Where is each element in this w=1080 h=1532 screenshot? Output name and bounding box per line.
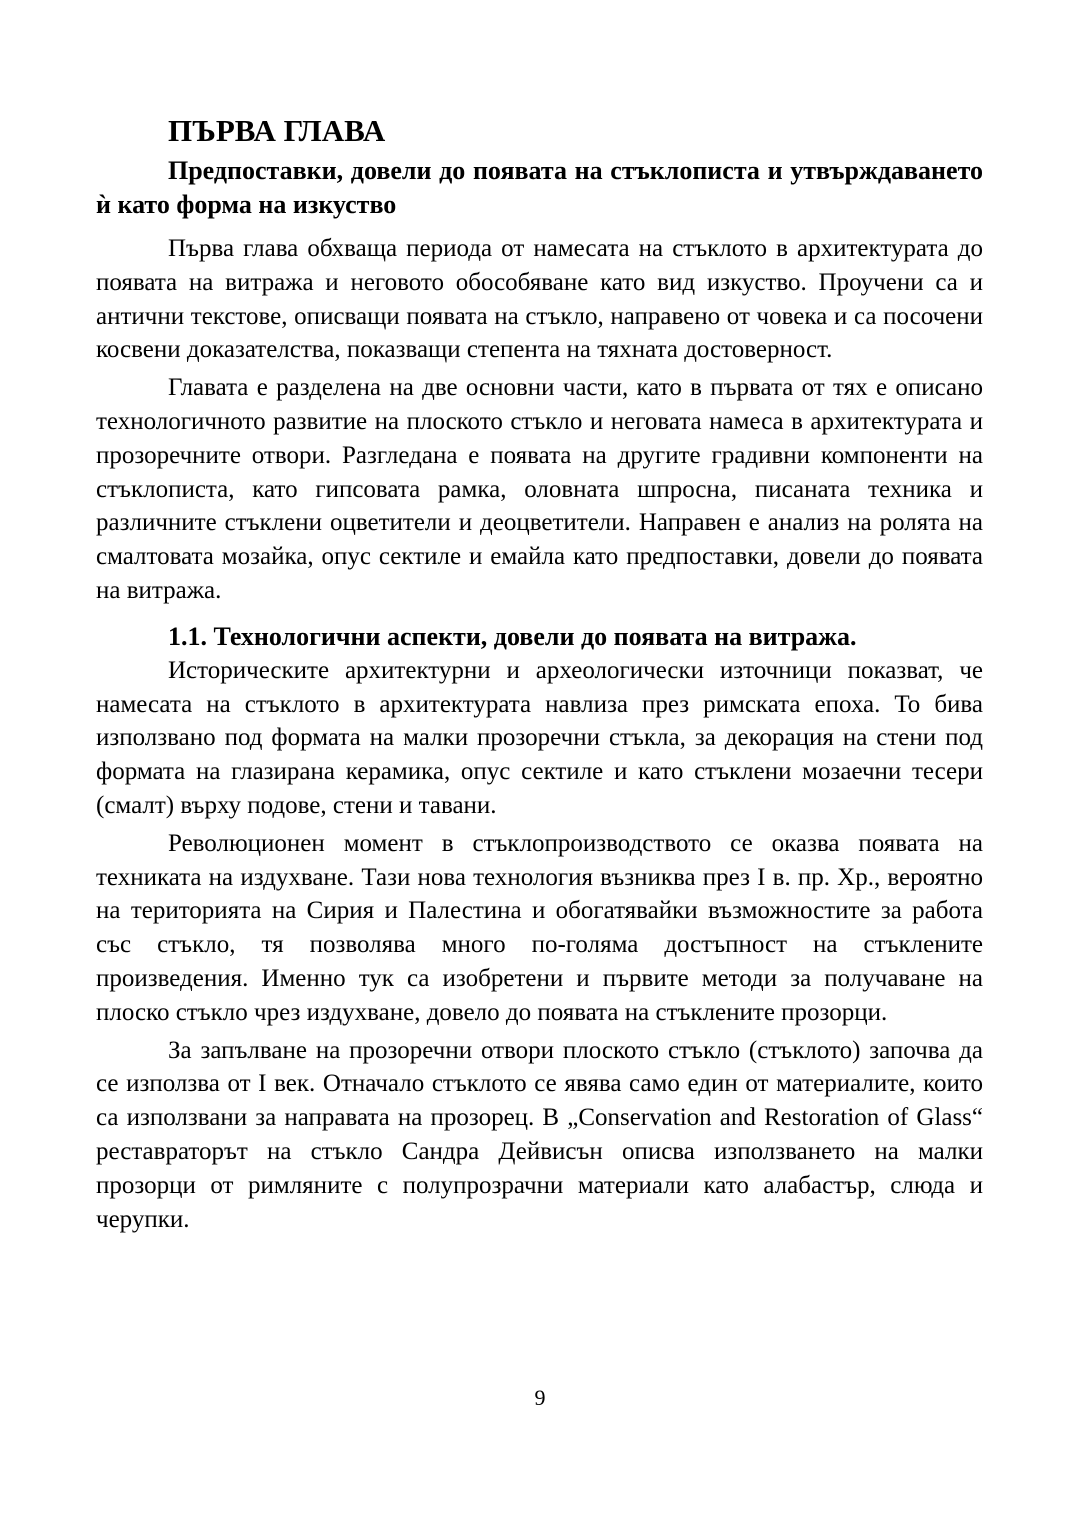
section-title: 1.1. Технологични аспекти, довели до появата на витража.: [168, 621, 857, 651]
section-paragraph-3: За запълване на прозоречни отвори плоското стъкло (стъклото) започва да се използва от I век. Отначало стъклото се явява само един от материалите, които са използвани за направата на прозорец. В „Conservation and Restoration of Glass“ реставраторът на стъкло Сандра Дейвисън описва използването на малки прозорци от римляните с полупрозрачни материали като алабастър, слюда и черупки.: [96, 1036, 983, 1233]
chapter-subtitle: Предпоставки, довели до появата на стъклописта и утвърждаването ѝ като форма на изкуство: [96, 156, 983, 219]
section-paragraph-2: Революционен момент в стъклопроизводството се оказва появата на техниката на издухване. Тази нова технология възниква през I в. пр. Хр., вероятно на територията на Сирия и Палестина и обогатявайки възможностите за работа със стъкло, тя позволява много по-голяма достъпност на стъклените произведения. Именно тук са изобретени и първите методи за получаване на плоско стъкло чрез издухване, довело до появата на стъклените прозорци.: [96, 829, 983, 1026]
intro-paragraph-2: Главата е разделена на две основни части, като в първата от тях е описано технологичното развитие на плоското стъкло и неговата намеса в архитектурата и прозоречните отвори. Разгледана е появата на другите градивни компоненти на стъклописта, като гипсовата рамка, оловната шпросна, писаната техника и различните стъклени оцветители и деоцветители. Направен е анализ на ролята на смалтовата мозайка, опус сектиле и емайла като предпоставки, довели до появата на витража.: [96, 374, 983, 604]
intro-paragraph-1: Първа глава обхваща периода от намесата на стъклото в архитектурата до появата на витража и неговото обособяване като вид изкуство. Проучени са и антични текстове, описващи появата на стъкло, направено от човека и са посочени косвени доказателства, показващи степента на тяхната достоверност.: [96, 235, 983, 364]
section-paragraph-1: Историческите архитектурни и археологически източници показват, че намесата на стъклото в архитектурата навлиза през римската епоха. То бива използвано под формата на малки прозоречни стъкла, за декорация на стени под формата на глазирана керамика, опус сектиле и като стъклени мозаечни тесери (смалт) върху подове, стени и тавани.: [96, 656, 983, 819]
chapter-title: ПЪРВА ГЛАВА: [168, 113, 386, 148]
page-number: 9: [534, 1385, 546, 1410]
document-page: [96, 112, 983, 1236]
